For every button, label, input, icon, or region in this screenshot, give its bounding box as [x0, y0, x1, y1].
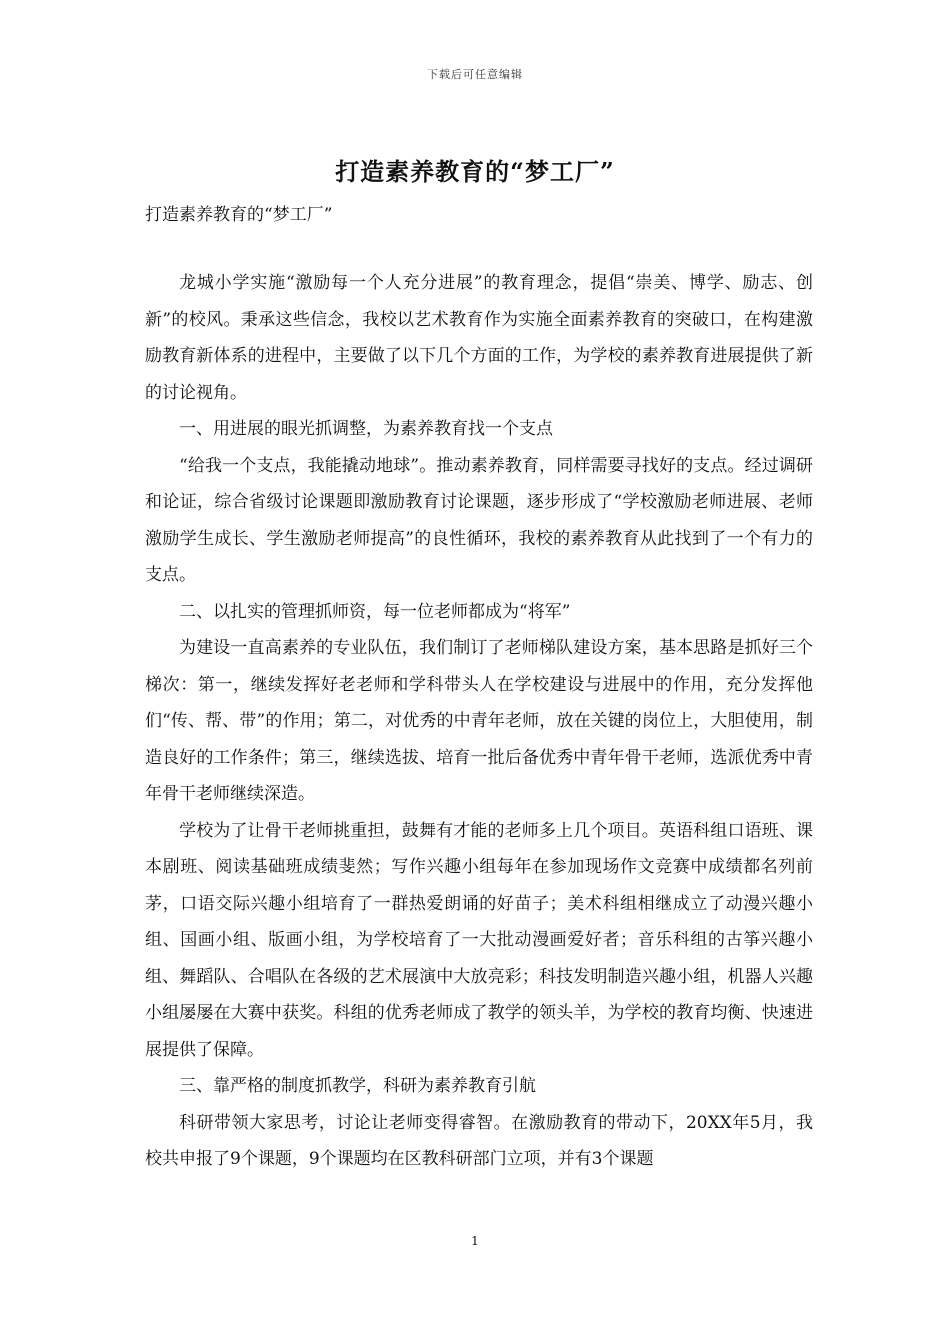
document-title: 打造素养教育的“梦工厂”	[335, 157, 615, 186]
page-number: 1	[471, 1234, 479, 1248]
section-2-paragraph-1: 为建设一直高素养的专业队伍，我们制订了老师梯队建设方案，基本思路是抓好三个梯次：第一，继续发挥好老老师和学科带头人在学校建设与进展中的作用，充分发挥他们“传、帮、带”的作用；第二，对优秀的中青年老师，放在关键的岗位上，大胆使用，制造良好的工作条件；第三，继续选拔、培育一批后备优秀中青年骨干老师，选派优秀中青年骨干老师继续深造。	[145, 638, 813, 804]
section-3-paragraph: 科研带领大家思考，讨论让老师变得睿智。在激励教育的带动下，20XX年5月，我校共申报了9个课题，9个课题均在区教科研部门立项，并有3个课题	[145, 1112, 813, 1169]
document-body	[145, 265, 813, 1178]
section-heading-3: 三、靠严格的制度抓教学，科研为素养教育引航	[179, 1076, 536, 1096]
section-2-paragraph-2: 学校为了让骨干老师挑重担，鼓舞有才能的老师多上几个项目。英语科组口语班、课本剧班、阅读基础班成绩斐然；写作兴趣小组每年在参加现场作文竞赛中成绩都名列前茅，口语交际兴趣小组培育了一群热爱朗诵的好苗子；美术科组相继成立了动漫兴趣小组、国画小组、版画小组，为学校培育了一大批动漫画爱好者；音乐科组的古筝兴趣小组、舞蹈队、合唱队在各级的艺术展演中大放亮彩；科技发明制造兴趣小组，机器人兴趣小组屡屡在大赛中获奖。科组的优秀老师成了教学的领头羊，为学校的教育均衡、快速进展提供了保障。	[145, 820, 813, 1060]
section-1-paragraph: “给我一个支点，我能撬动地球”。推动素养教育，同样需要寻找好的支点。经过调研和论证，综合省级讨论课题即激励教育讨论课题，逐步形成了“学校激励老师进展、老师激励学生成长、学生激励老师提高”的良性循环，我校的素养教育从此找到了一个有力的支点。	[145, 455, 813, 585]
intro-paragraph: 龙城小学实施“激励每一个人充分进展”的教育理念，提倡“崇美、博学、励志、创新”的校风。秉承这些信念，我校以艺术教育作为实施全面素养教育的突破口，在构建激励教育新体系的进程中，主要做了以下几个方面的工作，为学校的素养教育进展提供了新的讨论视角。	[145, 273, 813, 403]
section-heading-2: 二、以扎实的管理抓师资，每一位老师都成为“将军”	[179, 601, 571, 622]
section-heading-1: 一、用进展的眼光抓调整，为素养教育找一个支点	[179, 419, 553, 439]
document-subtitle: 打造素养教育的“梦工厂”	[145, 205, 333, 225]
page-header-note: 下载后可任意编辑	[427, 68, 523, 81]
